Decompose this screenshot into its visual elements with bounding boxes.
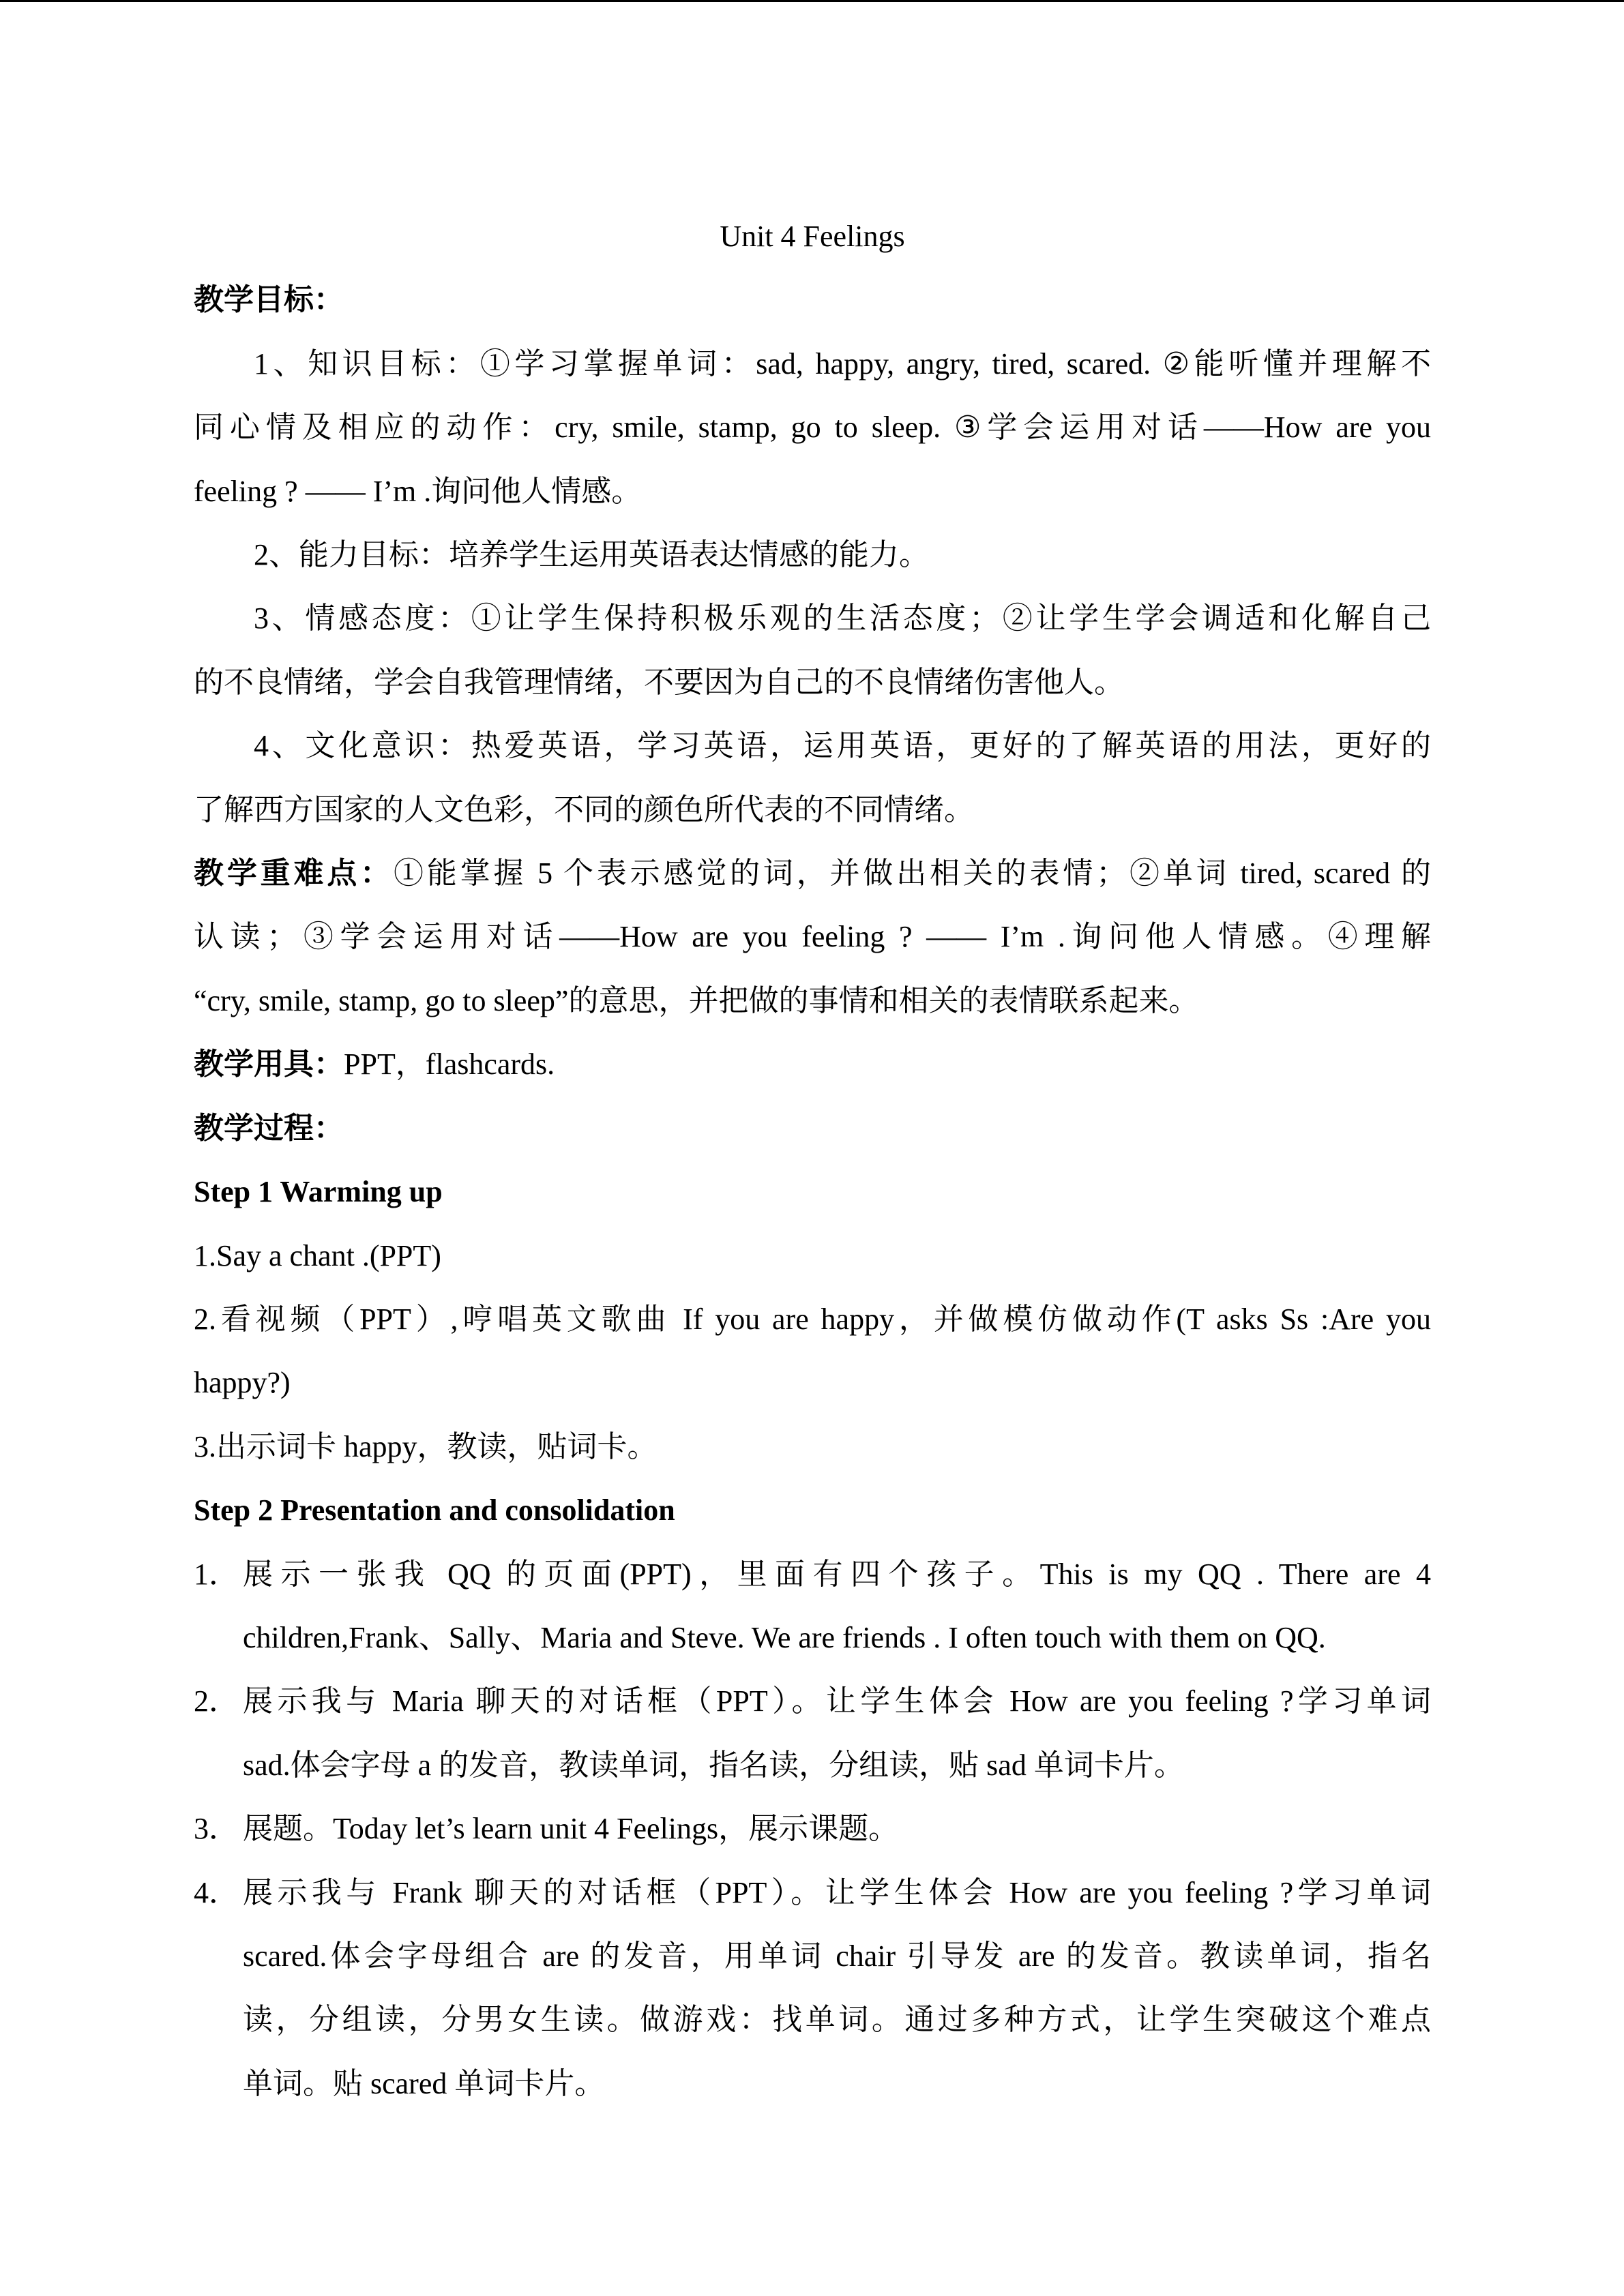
page-top-border xyxy=(0,0,1624,2)
step2-item-4-line-1: 展示我与 Frank 聊天的对话框（PPT）。让学生体会 How are you feeling ?学习单词 xyxy=(243,1875,1431,1909)
teaching-tools xyxy=(194,1032,1431,1096)
step1-item-3: 3.出示词卡 happy，教读，贴词卡。 xyxy=(194,1429,658,1463)
goal-culture-line-1: 4、文化意识：热爱英语，学习英语，运用英语，更好的了解英语的用法，更好的 xyxy=(254,729,1431,763)
goal-culture-line-2: 了解西方国家的人文色彩，不同的颜色所代表的不同情绪。 xyxy=(194,792,974,826)
step2-item-1-number: 1． xyxy=(194,1557,239,1591)
step1-heading: Step 1 Warming up xyxy=(194,1175,443,1209)
key-points-line-2: 认读；③学会运用对话——How are you feeling ? —— I’m .询问他人情感。④理解 xyxy=(194,920,1431,954)
step1-item-1: 1.Say a chant .(PPT) xyxy=(194,1238,441,1272)
key-points xyxy=(194,841,1431,1032)
goal-knowledge-line-2: 同心情及相应的动作：cry, smile, stamp, go to sleep. ③学会运用对话——How are you xyxy=(194,411,1431,445)
step2-item-4-line-3: 读，分组读，分男女生读。做游戏：找单词。通过多种方式，让学生突破这个难点 xyxy=(243,2003,1431,2037)
step2-item-1-line-1: 展示一张我 QQ 的页面(PPT)，里面有四个孩子。This is my QQ . There are 4 xyxy=(243,1557,1431,1591)
teaching-tools-label: 教学用具： xyxy=(194,1047,344,1082)
goal-ability: 2、能力目标：培养学生运用英语表达情感的能力。 xyxy=(254,538,929,572)
step2-item-4-number: 4． xyxy=(194,1875,239,1909)
teaching-tools-text: PPT，flashcards. xyxy=(344,1047,555,1082)
teaching-goals-heading: 教学目标： xyxy=(194,283,344,317)
step2-item-3-number: 3． xyxy=(194,1812,239,1846)
key-points-line-1-text: ①能掌握 5 个表示感觉的词，并做出相关的表情；②单词 tired, scared 的 xyxy=(393,856,1432,891)
step2-item-3 xyxy=(194,1797,1431,1860)
step2-item-2-number: 2． xyxy=(194,1684,239,1718)
step2-item-2-line-2: sad.体会字母 a 的发音，教读单词，指名读，分组读，贴 sad 单词卡片。 xyxy=(243,1748,1184,1782)
step1-item-2 xyxy=(194,1287,1431,1415)
step2-item-1-line-2: children,Frank、Sally、Maria and Steve. We are friends . I often touch with them on QQ. xyxy=(243,1620,1326,1654)
step2-item-3-line-1: 展题。Today let’s learn unit 4 Feelings，展示课题。 xyxy=(243,1812,899,1846)
step2-item-4-line-2: scared.体会字母组合 are 的发音，用单词 chair 引导发 are 的发音。教读单词，指名 xyxy=(243,1939,1431,1973)
key-points-line-1 xyxy=(194,841,1431,905)
teaching-process-heading: 教学过程： xyxy=(194,1111,344,1145)
key-points-line-3: “cry, smile, stamp, go to sleep”的意思，并把做的事情和相关的表情联系起来。 xyxy=(194,983,1199,1017)
step2-item-2-line-1: 展示我与 Maria 聊天的对话框（PPT）。让学生体会 How are you feeling ?学习单词 xyxy=(243,1684,1431,1718)
goal-knowledge-line-1: 1、知识目标：①学习掌握单词：sad, happy, angry, tired, scared. ②能听懂并理解不 xyxy=(254,346,1431,381)
goal-emotion-line-1: 3、情感态度：①让学生保持积极乐观的生活态度；②让学生学会调适和化解自己 xyxy=(254,601,1431,636)
goal-knowledge-line-3: feeling ? —— I’m .询问他人情感。 xyxy=(194,474,642,508)
step2-item-2 xyxy=(194,1669,1431,1797)
goal-emotion-line-2: 的不良情绪，学会自我管理情绪，不要因为自己的不良情绪伤害他人。 xyxy=(194,665,1124,699)
step2-item-1 xyxy=(194,1542,1431,1670)
document-page xyxy=(194,205,1431,2115)
step2-item-4-line-4: 单词。贴 scared 单词卡片。 xyxy=(243,2066,605,2100)
key-points-label: 教学重难点： xyxy=(194,856,394,891)
document-title: Unit 4 Feelings xyxy=(720,220,905,253)
goal-culture xyxy=(194,714,1431,841)
step2-heading: Step 2 Presentation and consolidation xyxy=(194,1493,675,1527)
goal-emotion xyxy=(194,586,1431,714)
step1-item-2-line-1: 2.看视频（PPT）,哼唱英文歌曲 If you are happy，并做模仿做动作(T asks Ss :Are you xyxy=(194,1302,1431,1336)
goal-knowledge xyxy=(194,332,1431,523)
step2-item-4 xyxy=(194,1861,1431,2116)
step1-item-2-line-2: happy?) xyxy=(194,1366,291,1400)
